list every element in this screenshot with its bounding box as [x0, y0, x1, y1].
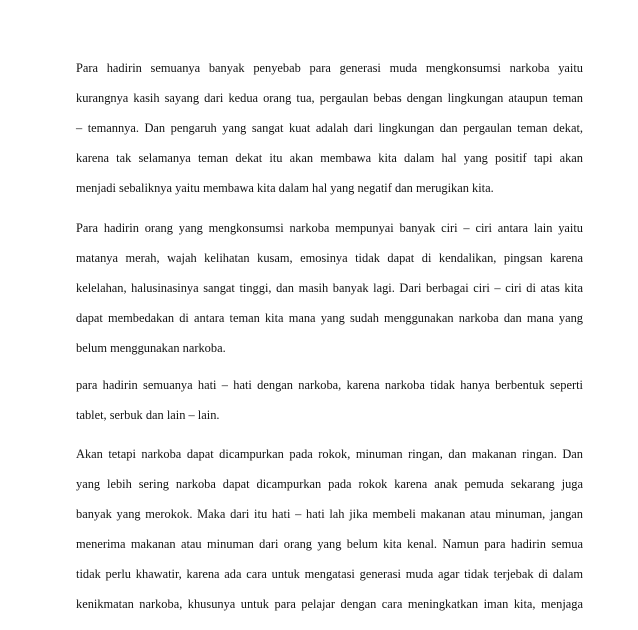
paragraph-line: matanya merah, wajah kelihatan kusam, emosinya tidak dapat di kendalikan, pingsan karena [76, 251, 583, 265]
paragraph-line: – temannya. Dan pengaruh yang sangat kuat adalah dari lingkungan dan pergaulan teman dekat, [76, 121, 583, 135]
paragraph-line: dapat membedakan di antara teman kita mana yang sudah menggunakan narkoba dan mana yang [76, 311, 583, 325]
paragraph-line: Akan tetapi narkoba dapat dicampurkan pada rokok, minuman ringan, dan makanan ringan. Dan [76, 447, 583, 461]
paragraph-line: banyak yang merokok. Maka dari itu hati – hati lah jika membeli makanan atau minuman, jangan [76, 507, 583, 521]
paragraph-line: karena tak selamanya teman dekat itu akan membawa kita dalam hal yang positif tapi akan [76, 151, 583, 165]
paragraph-line: tablet, serbuk dan lain – lain. [76, 408, 220, 422]
paragraph-line: Para hadirin semuanya banyak penyebab para generasi muda mengkonsumsi narkoba yaitu [76, 61, 583, 75]
paragraph-line: para hadirin semuanya hati – hati dengan narkoba, karena narkoba tidak hanya berbentuk seperti [76, 378, 583, 392]
paragraph-line: belum menggunakan narkoba. [76, 341, 226, 355]
paragraph-line: kenikmatan narkoba, khusunya untuk para pelajar dengan cara meningkatkan iman kita, menjaga [76, 597, 583, 611]
paragraph-line: kelelahan, halusinasinya sangat tinggi, dan masih banyak lagi. Dari berbagai ciri – ciri di atas kita [76, 281, 583, 295]
paragraph-line: kurangnya kasih sayang dari kedua orang tua, pergaulan bebas dengan lingkungan ataupun teman [76, 91, 583, 105]
paragraph-line: Para hadirin orang yang mengkonsumsi narkoba mempunyai banyak ciri – ciri antara lain yaitu [76, 221, 583, 235]
paragraph-line: yang lebih sering narkoba dapat dicampurkan pada rokok karena anak pemuda sekarang juga [76, 477, 583, 491]
paragraph-line: menerima makanan atau minuman dari orang yang belum kita kenal. Namun para hadirin semua [76, 537, 583, 551]
paragraph-line: menjadi sebaliknya yaitu membawa kita dalam hal yang negatif dan merugikan kita. [76, 181, 494, 195]
paragraph-line: tidak perlu khawatir, karena ada cara untuk mengatasi generasi muda agar tidak terjebak di dalam [76, 567, 583, 581]
